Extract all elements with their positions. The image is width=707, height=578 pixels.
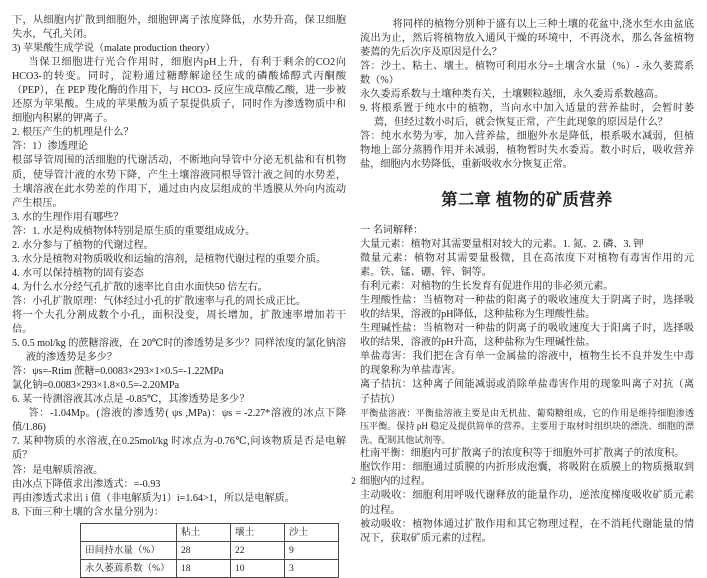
paragraph: 3) 苹果酸生成学说（malate production theory） [12, 43, 216, 55]
paragraph: 4. 为什么水分经气孔扩散的速率比自由水面快50 倍左右。 [12, 281, 268, 293]
paragraph: 答：1. 水是构成植物体特别是原生质的重要组成成分。 [12, 225, 256, 237]
paragraph: 6. 某一待测溶液其冰点是 -0.85℃，其渗透势是多少？ [12, 394, 250, 406]
paragraph: 将一个大孔分割成数个小孔，面积没变，周长增加，扩散速率增加若干倍。 [12, 309, 346, 336]
table-row [81, 541, 339, 559]
paragraph: 8. 下面三种土壤的含水量分别为： [12, 506, 164, 518]
paragraph: 答：ψs=-Rtim 蔗糖=0.0083×293×1×0.5=-1.22MPa [12, 366, 224, 378]
paragraph: 永久委焉系数与土壤种类有关，土壤颗粒越细，永久委焉系数越高。 [360, 89, 665, 101]
paragraph: 9. 将根系置于纯水中的植物，当向水中加入适量的营养盐时，会暂时萎蔫，但经过数小时后，就会恢复正常，产生此现象的原因是什么？ [360, 103, 694, 129]
paragraph: 生理碱性盐：当植物对一种盐的阴离子的吸收速度大于阳离子时，选择吸收的结果，溶液的pH升高，这种盐称为生理碱性盐。 [360, 323, 694, 349]
paragraph: 有利元素：对植物的生长发育有促进作用的非必须元素。 [360, 281, 614, 293]
table-row [81, 559, 339, 577]
right-column-body-upper [360, 18, 694, 173]
paragraph: 3. 水的生理作用有哪些？ [12, 211, 124, 223]
paragraph: 2. 根压产生的机理是什么？ [12, 127, 134, 139]
paragraph: 生理酸性盐：当植物对一种盐的阳离子的吸收速度大于阴离子时，选择吸收的结果，溶液的pH降低，这种盐称为生理酸性盐。 [360, 295, 694, 321]
table-header-row [81, 523, 339, 541]
paragraph: 5. 0.5 mol/kg 的蔗糖溶液，在 20℃时的渗透势是多少？同样浓度的氯化钠溶液的渗透势是多少？ [12, 338, 346, 364]
paragraph: 答：沙土、粘土、壤土。植物可利用水分=土壤含水量（%）- 永久萎蔫系数（%） [360, 61, 694, 87]
paragraph: 3. 水分是植物对物质吸收和运输的溶剂，是植物代谢过程的重要介质。 [12, 253, 327, 265]
table-cell: 9 [285, 541, 339, 559]
soil-water-table [80, 523, 339, 578]
paragraph: 离子拮抗：这种离子间能减弱或消除单盐毒害作用的现象叫离子对抗（离子拮抗） [360, 379, 694, 405]
table-cell: 18 [177, 559, 231, 577]
section-label: 一 名词解释： [360, 224, 424, 236]
paragraph: 由冰点下降值求出渗透式：=-0.93 [12, 478, 161, 490]
paragraph: 胞饮作用：细胞通过质膜的内折形成泡囊，将吸附在质膜上的物质摄取到细胞内的过程。 [360, 462, 694, 488]
paragraph: 答：1）渗透理论 [12, 141, 89, 153]
paragraph: 答：小孔扩散原理：气体经过小孔的扩散速率与孔的周长成正比。 [12, 295, 306, 307]
paragraph: 单盐毒害：我们把在含有单一金属盐的溶液中，植物生长不良并发生中毒的现象称为单盐毒害。 [360, 351, 694, 377]
paragraph: 再由渗透式求出 i 值（非电解质为1）i=1.64>1，所以是电解质。 [12, 492, 295, 504]
paragraph: 当保卫细胞进行光合作用时，细胞内pH上升，有利于剩余的CO2向HCO3-的转变。同时，淀粉通过糖酵解途径生成的磷酸烯醇式丙酮酸（PEP），在 PEP 羧化酶的作用下，与 HCO3- 反应生成草酸乙酸，进一步被还原为苹果酸。生成的苹果酸为质子泵提供质子，同时作为渗透物质中和细胞内积累的钾离子。 [12, 57, 346, 125]
paragraph: 2. 水分参与了植物的代谢过程。 [12, 239, 154, 251]
right-column [360, 14, 694, 544]
table-row-label: 永久萎蔫系数（%） [81, 559, 177, 577]
paragraph: 答：-1.04Mp。(溶液的渗透势( ψs ,MPa)：ψs = -2.27*溶液的冰点下降值/1.86) [12, 408, 346, 434]
paragraph: 微量元素：植物对其需要量极微，且在高浓度下对植物有毒害作用的元素。铁、锰、硼、锌、铜等。 [360, 253, 694, 279]
table-header-cell: 沙土 [285, 523, 339, 541]
paragraph: 杜南平衡：细胞内可扩散离子的浓度积等于细胞外可扩散离子的浓度积。 [360, 448, 685, 460]
table-cell: 10 [231, 559, 285, 577]
table-corner-cell [81, 523, 177, 541]
left-column [12, 14, 346, 574]
paragraph: 将同样的植物分别种于盛有以上三种土壤的花盆中,浇水至水由盆底流出为止，然后将植物放入通风干燥的环境中，不再浇水，那么各盆植物萎蔫的先后次序及原因是什么？ [360, 19, 694, 59]
page-number: 2 [351, 476, 356, 486]
chapter-title: 第二章 植物的矿质营养 [441, 190, 613, 209]
paragraph: 氯化钠=0.0083×293×1.8×0.5=-2.20MPa [12, 380, 179, 392]
paragraph: 平衡盐溶液：平衡盐溶液主要是由无机盐、葡萄糖组成，它的作用是维持细胞渗透压平衡。保持 pH 稳定及提供简单的营养。主要用于取材时组织块的漂洗、细胞的漂洗、配制其他试剂等。 [360, 407, 694, 445]
paragraph: 4. 水可以保持植物的固有姿态 [12, 267, 144, 279]
table-header-cell: 粘土 [177, 523, 231, 541]
paragraph: 答：纯水水势为零，加入营养盐，细胞外水是降低，根系吸水减弱，但植物地上部分蒸腾作用并未减弱，植物暂时失水委焉。数小时后，吸收营养盐，细胞内水势降低，重新吸收水分恢复正常。 [360, 131, 694, 171]
paragraph: 主动吸收：细胞利用呼吸代谢释放的能量作功，逆浓度梯度吸收矿质元素的过程。 [360, 490, 694, 516]
paragraph: 7. 某种物质的水溶液,在0.25mol/kg 时冰点为-0.76℃,问该物质是否是电解质？ [12, 436, 346, 462]
paragraph: 根部导管周围的活细胞的代谢活动，不断地向导管中分泌无机盐和有机物质，使导管汁液的水势下降，产生土壤溶液同根导管汁液之间的水势差，土壤溶液在此水势差的作用下，通过由内皮层组成的半透膜从外向内流动产生根压。 [12, 155, 346, 209]
paragraph: 大量元素：植物对其需要量相对较大的元素。1. 氮、2. 磷、3. 钾 [360, 239, 644, 250]
table-cell: 28 [177, 541, 231, 559]
paragraph: 被动吸收：植物体通过扩散作用和其它物理过程，在不消耗代谢能量的情况下，获取矿质元素的过程。 [360, 518, 694, 544]
left-column-body [12, 14, 346, 520]
table-header-cell: 壤土 [231, 523, 285, 541]
table-row-label: 田间持水量（%） [81, 541, 177, 559]
table-cell: 3 [285, 559, 339, 577]
paragraph: 下，从细胞内扩散到细胞外，细胞钾离子浓度降低，水势升高，保卫细胞失水，气孔关闭。 [12, 15, 346, 41]
paragraph: 答：是电解质溶液。 [12, 464, 104, 476]
table-cell: 22 [231, 541, 285, 559]
